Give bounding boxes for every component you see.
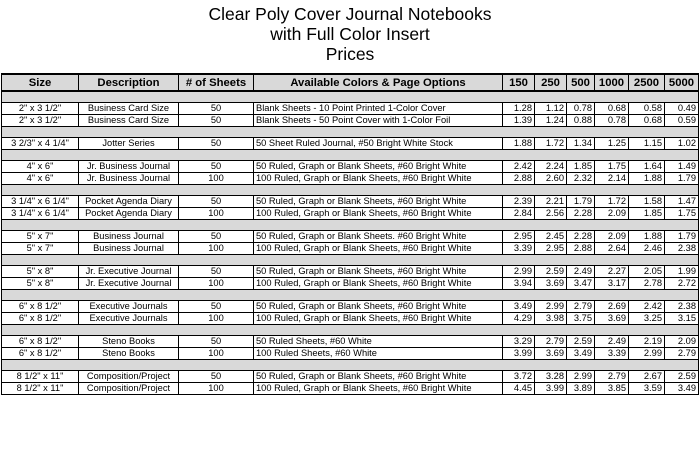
cell-price-2500: 0.58 (629, 103, 665, 115)
separator-cell (2, 185, 699, 196)
cell-price-250: 2.95 (535, 243, 567, 255)
header-description: Description (79, 74, 179, 91)
cell-size: 3 1/4" x 6 1/4" (2, 196, 79, 208)
cell-sheets: 50 (179, 301, 254, 313)
cell-price-1000: 2.64 (595, 243, 629, 255)
cell-price-1000: 3.85 (595, 383, 629, 395)
cell-size: 5" x 8" (2, 266, 79, 278)
cell-sheets: 100 (179, 243, 254, 255)
group-separator (2, 290, 699, 301)
cell-price-500: 2.49 (567, 266, 595, 278)
cell-price-1000: 1.75 (595, 161, 629, 173)
header-size: Size (2, 74, 79, 91)
cell-sheets: 50 (179, 196, 254, 208)
cell-price-250: 1.72 (535, 138, 567, 150)
cell-price-5000: 3.49 (665, 383, 699, 395)
cell-price-1000: 2.69 (595, 301, 629, 313)
title-line-1: Clear Poly Cover Journal Notebooks (208, 4, 492, 24)
cell-price-2500: 2.42 (629, 301, 665, 313)
cell-price-150: 2.42 (503, 161, 535, 173)
cell-options: 50 Ruled, Graph or Blank Sheets, #60 Bright White (254, 301, 503, 313)
table-row (2, 348, 699, 360)
cell-size: 8 1/2" x 11" (2, 383, 79, 395)
cell-price-150: 3.49 (503, 301, 535, 313)
table-row (2, 196, 699, 208)
cell-price-150: 1.39 (503, 115, 535, 127)
cell-description: Composition/Project (79, 371, 179, 383)
table-row (2, 266, 699, 278)
cell-price-1000: 3.69 (595, 313, 629, 325)
separator-cell (2, 290, 699, 301)
cell-description: Executive Journals (79, 313, 179, 325)
cell-options: 50 Ruled, Graph or Blank Sheets. #60 Bright White (254, 231, 503, 243)
cell-price-5000: 0.59 (665, 115, 699, 127)
group-separator (2, 150, 699, 161)
cell-options: 100 Ruled Sheets, #60 White (254, 348, 503, 360)
group-separator (2, 360, 699, 371)
header-qty-5000: 5000 (665, 74, 699, 91)
cell-sheets: 100 (179, 313, 254, 325)
cell-options: 100 Ruled, Graph or Blank Sheets, #60 Bright White (254, 383, 503, 395)
cell-size: 3 1/4" x 6 1/4" (2, 208, 79, 220)
table-row (2, 161, 699, 173)
cell-price-250: 3.98 (535, 313, 567, 325)
cell-options: 100 Ruled, Graph or Blank Sheets, #60 Bright White (254, 278, 503, 290)
cell-sheets: 50 (179, 266, 254, 278)
header-qty-250: 250 (535, 74, 567, 91)
group-separator (2, 127, 699, 138)
cell-price-150: 2.95 (503, 231, 535, 243)
cell-price-150: 2.88 (503, 173, 535, 185)
cell-sheets: 50 (179, 371, 254, 383)
cell-price-5000: 1.47 (665, 196, 699, 208)
cell-price-2500: 3.25 (629, 313, 665, 325)
cell-price-500: 1.79 (567, 196, 595, 208)
table-row (2, 313, 699, 325)
cell-price-2500: 2.19 (629, 336, 665, 348)
separator-cell (2, 127, 699, 138)
cell-price-500: 1.34 (567, 138, 595, 150)
cell-price-500: 3.47 (567, 278, 595, 290)
cell-description: Jr. Business Journal (79, 161, 179, 173)
cell-description: Pocket Agenda Diary (79, 208, 179, 220)
cell-size: 6" x 8 1/2" (2, 313, 79, 325)
cell-price-500: 2.79 (567, 301, 595, 313)
cell-price-5000: 1.02 (665, 138, 699, 150)
cell-price-5000: 2.59 (665, 371, 699, 383)
cell-price-250: 2.99 (535, 301, 567, 313)
header-qty-2500: 2500 (629, 74, 665, 91)
cell-options: 50 Ruled, Graph or Blank Sheets, #60 Bright White (254, 266, 503, 278)
table-row (2, 231, 699, 243)
cell-description: Business Card Size (79, 115, 179, 127)
cell-size: 5" x 7" (2, 243, 79, 255)
cell-size: 6" x 8 1/2" (2, 301, 79, 313)
cell-size: 5" x 8" (2, 278, 79, 290)
cell-price-150: 3.39 (503, 243, 535, 255)
cell-price-2500: 1.88 (629, 173, 665, 185)
cell-price-500: 2.32 (567, 173, 595, 185)
cell-price-1000: 0.68 (595, 103, 629, 115)
cell-description: Jr. Executive Journal (79, 278, 179, 290)
table-row (2, 103, 699, 115)
cell-price-150: 2.39 (503, 196, 535, 208)
cell-description: Jr. Business Journal (79, 173, 179, 185)
cell-size: 2" x 3 1/2" (2, 103, 79, 115)
separator-cell (2, 91, 699, 103)
cell-sheets: 50 (179, 231, 254, 243)
cell-price-500: 1.85 (567, 161, 595, 173)
table-row (2, 208, 699, 220)
table-row (2, 243, 699, 255)
cell-sheets: 100 (179, 208, 254, 220)
cell-size: 6" x 8 1/2" (2, 336, 79, 348)
cell-size: 4" x 6" (2, 173, 79, 185)
cell-options: 100 Ruled, Graph or Blank Sheets, #60 Bright White (254, 173, 503, 185)
group-separator (2, 220, 699, 231)
cell-price-500: 3.89 (567, 383, 595, 395)
cell-price-1000: 3.39 (595, 348, 629, 360)
table-row (2, 383, 699, 395)
title-line-3: Prices (325, 44, 375, 64)
cell-description: Pocket Agenda Diary (79, 196, 179, 208)
cell-price-2500: 1.15 (629, 138, 665, 150)
cell-sheets: 50 (179, 138, 254, 150)
table-row (2, 138, 699, 150)
cell-description: Composition/Project (79, 383, 179, 395)
table-row (2, 371, 699, 383)
cell-price-250: 3.69 (535, 278, 567, 290)
cell-sheets: 50 (179, 103, 254, 115)
header-qty-150: 150 (503, 74, 535, 91)
separator-cell (2, 150, 699, 161)
cell-description: Jotter Series (79, 138, 179, 150)
cell-price-500: 3.49 (567, 348, 595, 360)
header-qty-500: 500 (567, 74, 595, 91)
group-separator (2, 255, 699, 266)
cell-price-500: 2.28 (567, 231, 595, 243)
cell-price-1000: 2.27 (595, 266, 629, 278)
cell-price-5000: 1.79 (665, 231, 699, 243)
cell-sheets: 100 (179, 278, 254, 290)
cell-sheets: 100 (179, 348, 254, 360)
table-row (2, 278, 699, 290)
separator-cell (2, 325, 699, 336)
cell-price-250: 2.24 (535, 161, 567, 173)
cell-options: 100 Ruled, Graph or Blank Sheets, #60 Bright White (254, 313, 503, 325)
cell-price-5000: 2.79 (665, 348, 699, 360)
cell-price-5000: 1.79 (665, 173, 699, 185)
cell-price-2500: 2.05 (629, 266, 665, 278)
cell-size: 6" x 8 1/2" (2, 348, 79, 360)
group-separator (2, 185, 699, 196)
table-row (2, 173, 699, 185)
cell-price-5000: 1.99 (665, 266, 699, 278)
cell-description: Executive Journals (79, 301, 179, 313)
cell-price-500: 2.59 (567, 336, 595, 348)
cell-price-2500: 1.58 (629, 196, 665, 208)
group-separator (2, 325, 699, 336)
cell-price-5000: 2.09 (665, 336, 699, 348)
cell-sheets: 50 (179, 161, 254, 173)
cell-price-5000: 1.49 (665, 161, 699, 173)
cell-price-2500: 2.67 (629, 371, 665, 383)
table-row (2, 301, 699, 313)
cell-description: Business Card Size (79, 103, 179, 115)
cell-price-250: 2.60 (535, 173, 567, 185)
cell-price-2500: 1.85 (629, 208, 665, 220)
table-header-row (2, 74, 699, 91)
cell-sheets: 100 (179, 383, 254, 395)
separator-cell (2, 360, 699, 371)
cell-options: 50 Ruled, Graph or Blank Sheets, #60 Bright White (254, 196, 503, 208)
cell-price-150: 3.29 (503, 336, 535, 348)
cell-price-1000: 3.17 (595, 278, 629, 290)
cell-price-1000: 2.49 (595, 336, 629, 348)
cell-price-250: 2.79 (535, 336, 567, 348)
cell-price-2500: 2.78 (629, 278, 665, 290)
cell-price-5000: 0.49 (665, 103, 699, 115)
table-row (2, 336, 699, 348)
cell-price-150: 3.99 (503, 348, 535, 360)
cell-options: 100 Ruled, Graph or Blank Sheets, #60 Bright White (254, 243, 503, 255)
cell-price-500: 0.78 (567, 103, 595, 115)
cell-price-2500: 1.88 (629, 231, 665, 243)
header-qty-1000: 1000 (595, 74, 629, 91)
cell-price-1000: 0.78 (595, 115, 629, 127)
cell-description: Steno Books (79, 348, 179, 360)
price-table-body (2, 91, 699, 395)
cell-price-250: 3.99 (535, 383, 567, 395)
cell-options: 50 Sheet Ruled Journal, #50 Bright White Stock (254, 138, 503, 150)
cell-size: 2" x 3 1/2" (2, 115, 79, 127)
cell-price-150: 2.99 (503, 266, 535, 278)
cell-sheets: 50 (179, 336, 254, 348)
cell-price-150: 1.28 (503, 103, 535, 115)
group-separator (2, 91, 699, 103)
cell-options: Blank Sheets - 10 Point Printed 1-Color Cover (254, 103, 503, 115)
cell-price-150: 1.88 (503, 138, 535, 150)
cell-description: Steno Books (79, 336, 179, 348)
title-line-2: with Full Color Insert (270, 24, 430, 44)
cell-price-1000: 2.09 (595, 208, 629, 220)
cell-price-2500: 3.59 (629, 383, 665, 395)
cell-size: 5" x 7" (2, 231, 79, 243)
cell-price-2500: 1.64 (629, 161, 665, 173)
cell-price-2500: 0.68 (629, 115, 665, 127)
cell-price-150: 3.94 (503, 278, 535, 290)
cell-price-5000: 2.72 (665, 278, 699, 290)
price-table (1, 73, 699, 395)
cell-options: 50 Ruled Sheets, #60 White (254, 336, 503, 348)
cell-sheets: 100 (179, 173, 254, 185)
cell-size: 4" x 6" (2, 161, 79, 173)
cell-price-500: 3.75 (567, 313, 595, 325)
cell-price-250: 3.28 (535, 371, 567, 383)
cell-description: Business Journal (79, 243, 179, 255)
cell-price-150: 3.72 (503, 371, 535, 383)
cell-sheets: 50 (179, 115, 254, 127)
cell-price-250: 3.69 (535, 348, 567, 360)
cell-price-150: 2.84 (503, 208, 535, 220)
header-options: Available Colors & Page Options (254, 74, 503, 91)
cell-price-5000: 3.15 (665, 313, 699, 325)
cell-options: 50 Ruled, Graph or Blank Sheets, #60 Bright White (254, 371, 503, 383)
cell-description: Jr. Executive Journal (79, 266, 179, 278)
cell-price-5000: 1.75 (665, 208, 699, 220)
cell-price-500: 2.28 (567, 208, 595, 220)
cell-price-2500: 2.46 (629, 243, 665, 255)
cell-price-250: 2.45 (535, 231, 567, 243)
cell-price-1000: 1.72 (595, 196, 629, 208)
cell-price-1000: 2.79 (595, 371, 629, 383)
cell-price-500: 2.88 (567, 243, 595, 255)
separator-cell (2, 220, 699, 231)
cell-price-250: 2.59 (535, 266, 567, 278)
cell-price-5000: 2.38 (665, 301, 699, 313)
header-sheets: # of Sheets (179, 74, 254, 91)
cell-price-5000: 2.38 (665, 243, 699, 255)
cell-price-250: 2.56 (535, 208, 567, 220)
cell-price-150: 4.45 (503, 383, 535, 395)
cell-options: 50 Ruled, Graph or Blank Sheets, #60 Bright White (254, 161, 503, 173)
cell-price-250: 1.24 (535, 115, 567, 127)
cell-price-250: 2.21 (535, 196, 567, 208)
cell-price-2500: 2.99 (629, 348, 665, 360)
table-row (2, 115, 699, 127)
cell-description: Business Journal (79, 231, 179, 243)
separator-cell (2, 255, 699, 266)
cell-price-1000: 2.14 (595, 173, 629, 185)
cell-price-500: 0.88 (567, 115, 595, 127)
cell-size: 3 2/3" x 4 1/4" (2, 138, 79, 150)
cell-options: Blank Sheets - 50 Point Cover with 1-Color Foil (254, 115, 503, 127)
cell-size: 8 1/2" x 11" (2, 371, 79, 383)
cell-options: 100 Ruled, Graph or Blank Sheets, #60 Bright White (254, 208, 503, 220)
cell-price-1000: 1.25 (595, 138, 629, 150)
cell-price-250: 1.12 (535, 103, 567, 115)
cell-price-1000: 2.09 (595, 231, 629, 243)
cell-price-500: 2.99 (567, 371, 595, 383)
cell-price-150: 4.29 (503, 313, 535, 325)
